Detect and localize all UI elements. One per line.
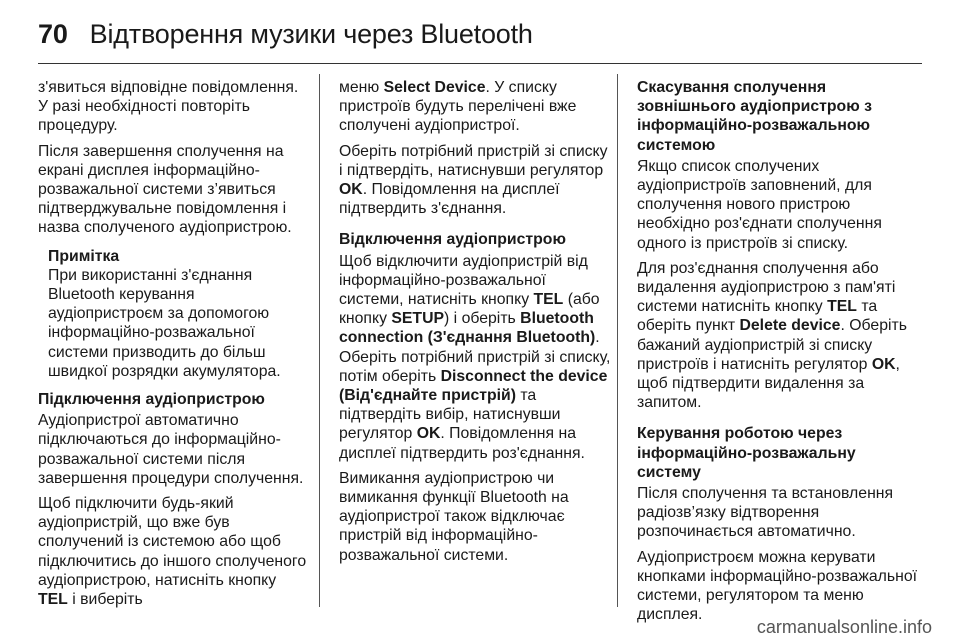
text-run: Оберіть потрібний пристрій зі списку і підтвердіть, натиснувши регулятор: [339, 142, 608, 179]
note-title: Примітка: [48, 247, 120, 265]
text-run: . Оберіть потрібний пристрій зі списку, потім оберіть: [339, 329, 611, 385]
setup-key: SETUP: [391, 310, 445, 328]
paragraph: [38, 494, 310, 609]
delete-device-item: Delete device: [739, 317, 841, 335]
paragraph: [339, 252, 611, 463]
paragraph: Якщо список сполучених аудіопристроїв заповнений, для сполучення нового пристрою необхідно роз'єднати сполучення одного із пристроїв зі списку.: [637, 157, 882, 252]
tel-key: TEL: [533, 291, 564, 309]
paragraph: Після завершення сполучення на екрані дисплея інформаційно-розважальної системи з’явиться підтверджувальне повідомлення і назва сполученого аудіопристрою.: [38, 142, 292, 237]
column-1: [38, 78, 310, 615]
page-number: 70: [38, 18, 68, 49]
ok-key: OK: [416, 425, 441, 443]
text-run: Щоб відключити аудіопристрій від інформаційно-розважальної системи, натисніть кнопку: [339, 252, 588, 309]
paragraph: Вимикання аудіопристрою чи вимикання функції Bluetooth на аудіопристрої також відключає пристрій від інформаційно-розважальної системи.: [339, 469, 569, 564]
paragraph: Аудіопристроєм можна керувати кнопками інформаційно-розважальної системи, регулятором та меню дисплея.: [637, 548, 918, 624]
text-run: . Повідомлення на дисплеї підтвердить з'єднання.: [339, 181, 560, 218]
paragraph: [339, 78, 611, 136]
text-run: Для роз'єднання сполучення або видалення аудіопристрою з пам'яті системи натисніть кнопку: [637, 259, 896, 316]
watermark: carmanualsonline.info: [756, 617, 932, 637]
paragraph: [637, 259, 919, 413]
column-3: [637, 78, 919, 630]
note-text: При використанні з'єднання Bluetooth керування аудіопристроєм за допомогою інформаційно-розважальної системи призводить до більш швидкої розрядки акумулятора.: [48, 266, 281, 380]
disconnect-device-item: Disconnect the device (Від'єднайте пристрій): [339, 367, 608, 405]
page-title: Відтворення музики через Bluetooth: [89, 18, 533, 49]
section-heading-control: Керування роботою через інформаційно-розважальну систему: [637, 425, 856, 481]
text-run: меню: [339, 79, 384, 96]
text-run: ) і оберіть: [444, 310, 521, 328]
ok-key: OK: [339, 181, 363, 199]
text-run: і виберіть: [67, 591, 143, 609]
column-divider-2: [617, 74, 618, 607]
tel-key: TEL: [38, 591, 68, 609]
paragraph: Аудіопристрої автоматично підключаються до інформаційно-розважальної системи після завершення процедури сполучення.: [38, 412, 304, 487]
paragraph: з'явиться відповідне повідомлення. У разі необхідності повторіть процедуру.: [38, 79, 299, 135]
select-device-item: Select Device: [383, 79, 486, 96]
column-divider-1: [319, 74, 320, 607]
paragraph: Після сполучення та встановлення радіозв’язку відтворення розпочинається автоматично.: [637, 485, 894, 541]
text-run: . Оберіть бажаний аудіопристрій зі списку пристроїв і натисніть регулятор: [637, 317, 907, 373]
text-run: . Повідомлення на дисплеї підтвердить роз'єднання.: [339, 425, 585, 462]
text-run: та оберіть пункт: [637, 298, 878, 335]
page-header: [38, 12, 533, 56]
paragraph: [339, 142, 611, 219]
ok-key: OK: [871, 355, 896, 373]
text-run: (або кнопку: [339, 291, 600, 328]
header-divider: [38, 63, 922, 64]
text-run: та підтвердіть вибір, натиснувши регулятор: [339, 387, 561, 443]
note-block: [48, 247, 310, 381]
text-run: Щоб підключити будь-який аудіопристрій, що вже був сполучений із системою або щоб підключитись до іншого сполученого аудіопристрою, натисніть кнопку: [38, 495, 307, 589]
section-heading-disconnect: Відключення аудіопристрою: [339, 231, 566, 249]
column-2: [339, 78, 611, 571]
tel-key: TEL: [827, 298, 857, 316]
section-heading-connect: Підключення аудіопристрою: [38, 391, 265, 409]
section-heading-cancel-pairing: Скасування сполучення зовнішнього аудіопристрою з інформаційно-розважальною системою: [637, 79, 872, 154]
bluetooth-connection-item: Bluetooth connection (З'єднання Bluetooth): [339, 310, 596, 347]
text-run: , щоб підтвердити видалення за запитом.: [637, 355, 900, 412]
text-run: . У списку пристроїв будуть перелічені вже сполучені аудіопристрої.: [339, 79, 577, 135]
